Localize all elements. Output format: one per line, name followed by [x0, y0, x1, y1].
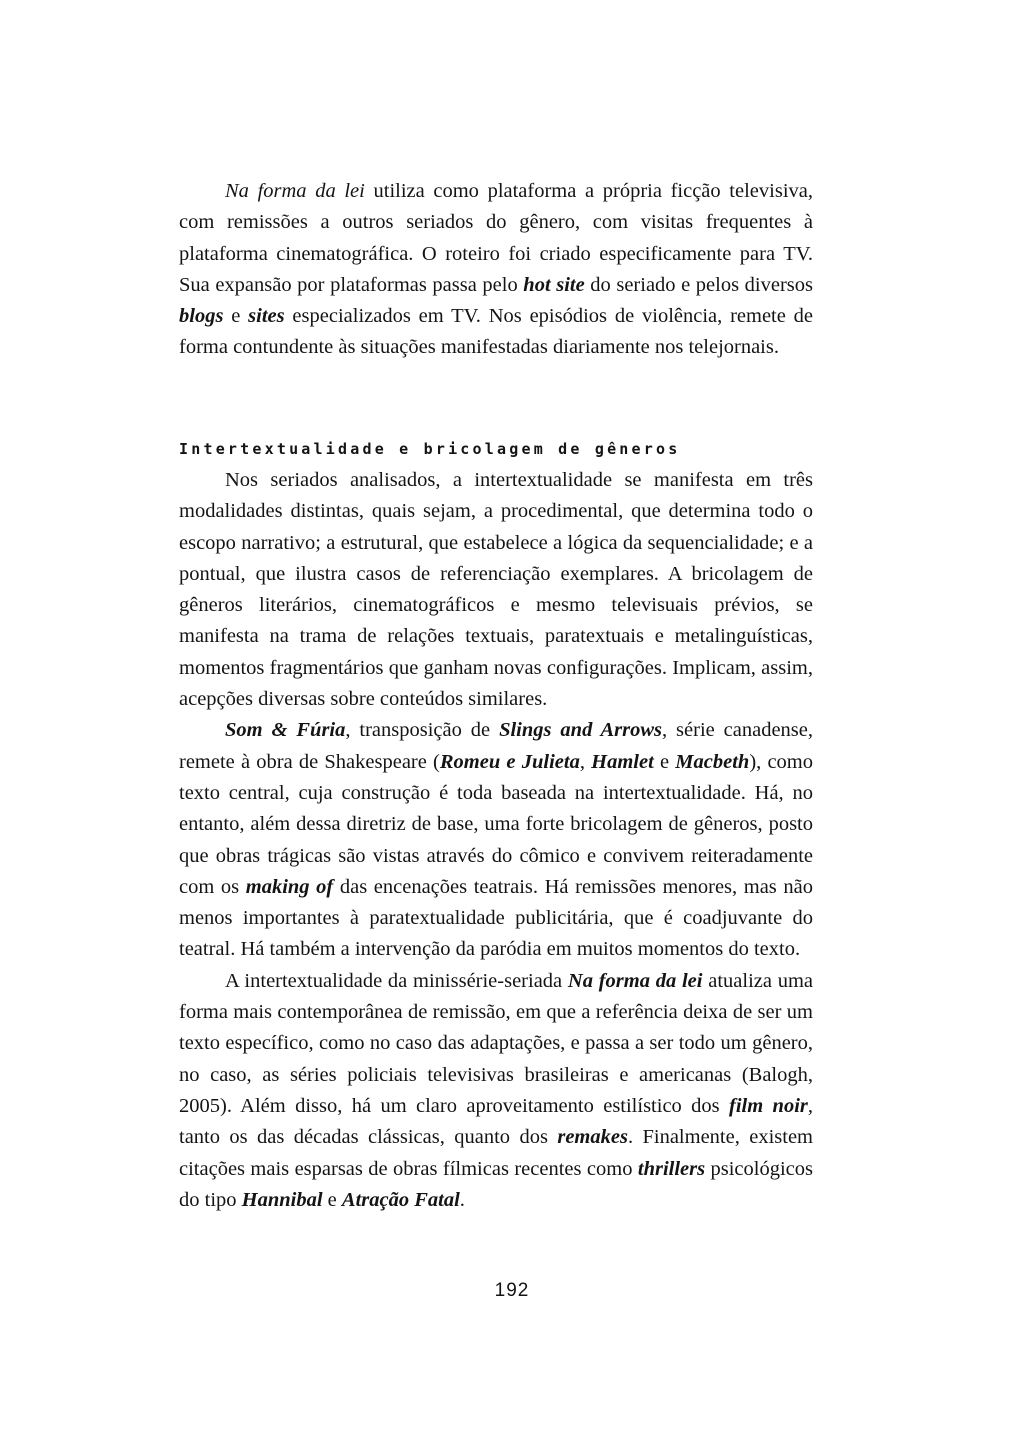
paragraph-text: A intertextualidade da minissérie-seriada	[225, 969, 568, 992]
paragraph-text: atualiza uma forma mais contemporânea de remissão, em que a referência deixa de ser um texto específico, como no caso das adaptações, e passa a ser todo um gênero, no caso, as séries policiais televisivas brasileiras e americanas (Balogh, 2005). Além disso, há um claro aproveitamento estilístico dos	[179, 969, 814, 1117]
paragraph-text: . Finalmente, existem citações mais esparsas de obras fílmicas recentes como	[179, 1126, 813, 1180]
foreign-term: making of	[245, 875, 334, 898]
work-title: Hannibal	[241, 1188, 323, 1211]
paragraph-text: especializados em TV. Nos episódios de violência, remete de forma contundente às situações manifestadas diariamente nos telejornais.	[179, 305, 813, 359]
paragraph-text: psicológicos do tipo	[179, 1157, 814, 1211]
intro-paragraph-block	[179, 176, 813, 364]
section-paragraph-3	[179, 966, 813, 1216]
foreign-term: film noir	[729, 1094, 808, 1117]
paragraph-text: , série canadense, remete à obra de Shakespeare (	[179, 719, 813, 773]
paragraph-text: utiliza como plataforma a própria ficção televisiva, com remissões a outros seriados do gênero, com visitas frequentes à plataforma cinematográfica. O roteiro foi criado especificamente para TV. Sua expansão por plataformas passa pelo	[179, 180, 813, 296]
paragraph-text: e	[223, 305, 249, 328]
paragraph-text: , transposição de	[345, 719, 500, 742]
foreign-term: remakes	[557, 1126, 628, 1149]
paragraph-text: e	[322, 1188, 342, 1211]
foreign-term: thrillers	[637, 1157, 706, 1180]
paragraph-text: ), como texto central, cuja construção é toda baseada na intertextualidade. Há, no entanto, além dessa diretriz de base, uma forte bricolagem de gêneros, posto que obras trágicas são vistas através do cômico e convivem reiteradamente com os	[179, 750, 814, 898]
work-title: Macbeth	[675, 750, 750, 773]
work-title: Na forma da lei	[225, 180, 365, 202]
section-paragraph-2	[179, 715, 813, 965]
page-number: 192	[494, 1280, 530, 1301]
section-body	[179, 465, 813, 1216]
paragraph-text: ,	[579, 750, 592, 773]
paragraph-text: , tanto os das décadas clássicas, quanto dos	[179, 1094, 813, 1149]
paragraph-text: .	[459, 1188, 465, 1211]
section-paragraph-1: Nos seriados analisados, a intertextualidade se manifesta em três modalidades distintas, quais sejam, a procedimental, que determina todo o escopo narrativo; a estrutural, que estabelece a lógica da sequencialidade; e a pontual, que ilustra casos de referenciação exemplares. A bricolagem de gêneros literários, cinematográficos e mesmo televisuais prévios, se manifesta na trama de relações textuais, paratextuais e metalinguísticas, momentos fragmentários que ganham novas configurações. Implicam, assim, acepções diversas sobre conteúdos similares.	[179, 469, 813, 711]
foreign-term: blogs	[179, 305, 224, 328]
work-title: Hamlet	[591, 750, 654, 773]
work-title: Slings and Arrows	[499, 719, 662, 742]
paragraph-text: e	[653, 750, 676, 773]
foreign-term: sites	[248, 305, 285, 328]
section-heading: Intertextualidade e bricolagem de gêneros	[179, 440, 681, 458]
work-title: Na forma da lei	[567, 969, 703, 992]
work-title: Som & Fúria	[225, 719, 346, 742]
work-title: Atração Fatal	[341, 1188, 460, 1211]
paragraph-text: das encenações teatrais. Há remissões menores, mas não menos importantes à paratextualidade publicitária, que é coadjuvante do teatral. Há também a intervenção da paródia em muitos momentos do texto.	[179, 875, 813, 961]
work-title: Romeu e Julieta	[439, 750, 580, 773]
foreign-term: hot site	[523, 273, 585, 296]
intro-paragraph	[179, 176, 813, 364]
paragraph-text: do seriado e pelos diversos	[584, 273, 813, 296]
